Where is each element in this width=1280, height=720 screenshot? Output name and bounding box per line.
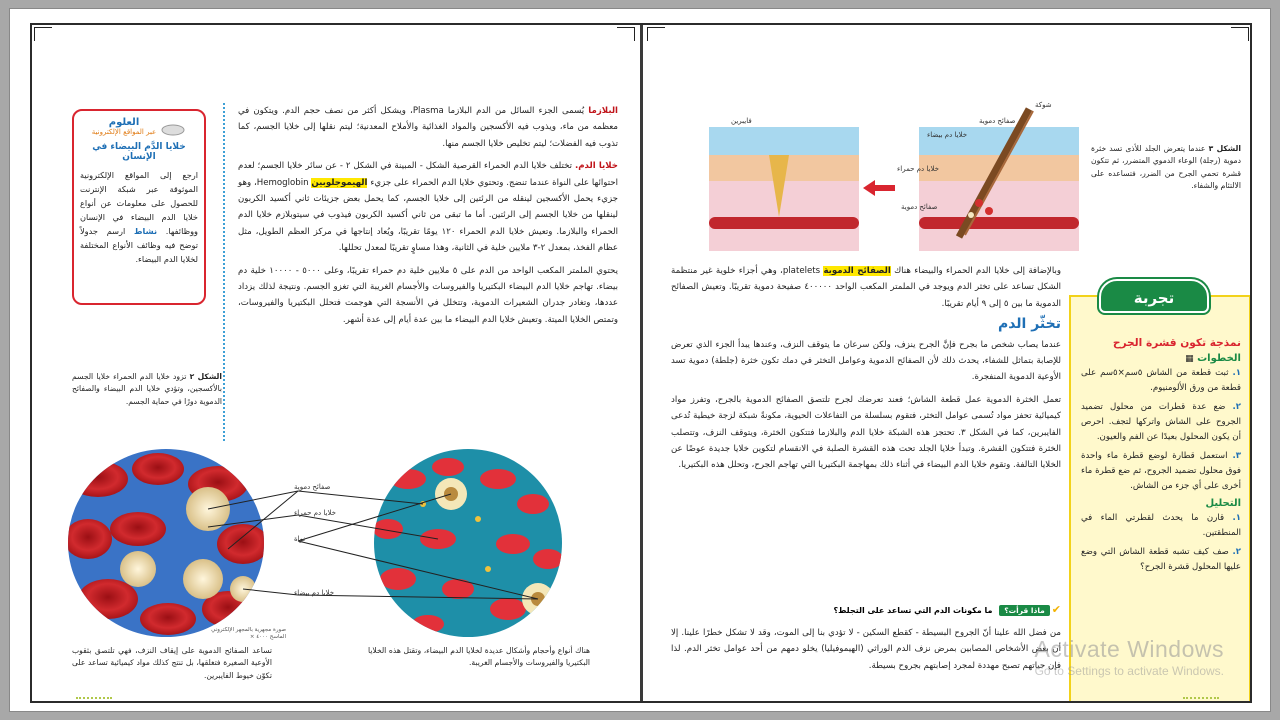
skin-label-thorn: شوكة <box>1035 101 1052 109</box>
analysis-number: ٢. <box>1232 547 1241 557</box>
box-heading: خلايا الدَّم البيضاء في الإنسان <box>92 142 186 162</box>
steps-label <box>1081 353 1241 364</box>
platelets-paragraph <box>671 263 1061 312</box>
plasma-term: البلازما <box>588 106 618 116</box>
platelets-term: الصفائح الدموية <box>823 266 891 276</box>
step-item <box>1081 400 1241 445</box>
analysis-text: قارن ما يحدث لقطرتي الماء في المنطقتين. <box>1081 513 1241 538</box>
sem-photo <box>68 449 269 639</box>
figure-3-label: الشكل ٣ <box>1208 144 1241 153</box>
platelets-text-b: platelets، وهي أجزاء خلوية غير منتظمة الشكل تساعد على تخثر الدم ويوجد في الملمتر المكعب الواحد ٤٠٠٠٠٠ صفيحة دموية تقريبًا. وتعيش الصفائح الدموية ما بين ٥ إلى ٩ أيام تقريبًا. <box>671 266 1062 309</box>
platelets-caption: تساعد الصفائح الدموية على إيقاف النزف، فهي تلتصق بثقوب الأوعية الصغيرة فتغلقها، بل تنتج كذلك مواد كيميائية تساعد على تكوّن خيوط الفايبرين. <box>72 646 272 680</box>
plasma-text: يُسمى الجزء السائل من الدم البلازما Plasma، ويشكل أكثر من نصف حجم الدم. ويتكون في معظمه من ماء، ويذوب فيه الأكسجين والمواد الغذائية والأملاح المعدنية؛ ليتم نقلها إلى خلايا الجسم، كما تذوب فيه الفضلات؛ ليتم تخليص خلايا الجسم منها. <box>238 106 618 149</box>
figure-2-caption <box>72 371 222 408</box>
figure-3-caption <box>1091 143 1241 193</box>
label-white-cells: خلايا دم بيضاء <box>294 589 335 597</box>
box-logo-title: العلوم <box>108 117 140 128</box>
figure-2-text: تزود خلايا الدم الحمراء خلايا الجسم بالأكسجين، وتؤدي خلايا الدم البيضاء والصفائح الدموية دورًا في حماية الجسم. <box>72 372 222 406</box>
left-page <box>32 25 640 701</box>
rbc-term: خلايا الدم. <box>574 161 618 172</box>
crop-mark <box>1231 27 1249 41</box>
step-text: ثبت قطعة من الشاش ٥سم×٥سم على قطعة من ورق الألومنيوم. <box>1081 368 1241 393</box>
mouse-icon <box>160 124 186 136</box>
right-main-column <box>671 263 1061 474</box>
step-number: ١. <box>1232 368 1242 378</box>
box-body <box>80 168 198 266</box>
label-nucleus: نواة <box>294 535 306 543</box>
skin-label-fibrin: فايبرين <box>731 117 752 125</box>
box-activity-label: نشاط <box>134 226 158 236</box>
right-page <box>643 25 1252 701</box>
wbc-paragraph: يحتوي الملمتر المكعب الواحد من الدم على ٥ ملايين خلية دم حمراء تقريبًا، وعلى ٥٠٠٠ - ١٠٠٠٠ خلية دم بيضاء. تهاجم خلايا الدم البيضاء البكتيريا والفيروسات والأجسام الغريبة التي تغزو الجسم. ونتيجة لذلك يزداد عددها، وتغادر جدران الشعيرات الدموية، وتتخلل في الأنسجة التي هوجمت فتحلل البكتيريا والفيروسات، وتمتص الخلايا الميتة. وتعيش خلايا الدم البيضاء ما بين عدة أيام إلى عدة أشهر. <box>238 265 618 325</box>
plasma-paragraph <box>238 103 618 152</box>
step-text: ضع عدة قطرات من محلول تضميد الجروح على الشاش واتركها لتجف. احرص أن يكون المحلول بعيدًا عن الفم والعيون. <box>1081 402 1241 442</box>
crop-mark <box>617 27 635 41</box>
label-red-cells: خلايا دم حمراء <box>294 509 336 517</box>
hemophilia-paragraph: من فضل الله علينا أنّ الجروح البسيطة - كقطع السكين - لا تؤدي بنا إلى الموت، وقد لا تشكل خطرًا علينا. إلا أن بعض الأشخاص المصابين بمرض نزف الدم الوراثي (الهيموفيليا) يخلو دمهم من أحد عوامل تخثر الدم. لذا فإن حياتهم تصبح مهددة لمجرد إصابتهم بجروح بسيطة. <box>671 628 1061 671</box>
analysis-item <box>1081 511 1241 541</box>
activate-windows-watermark: Activate Windows <box>1034 636 1224 662</box>
activate-windows-subtext: Go to Settings to activate Windows. <box>1034 664 1224 678</box>
skin-label-platelets: صفائح دموية <box>979 117 1016 125</box>
skin-label-red-cells: خلايا دم حمراء <box>897 165 939 173</box>
experiment-title: نمذجة تكون قشرة الجرح <box>1112 337 1241 349</box>
platelets-text-a: وبالإضافة إلى خلايا الدم الحمراء والبيضاء هناك <box>894 266 1062 276</box>
reading-check <box>771 603 1061 616</box>
page-footer-mark <box>76 697 112 700</box>
skin-label-white-cells: خلايا دم بيضاء <box>927 131 968 139</box>
step-item <box>1081 366 1241 396</box>
skin-label-platelets-2: صفائح دموية <box>901 203 938 211</box>
step-item <box>1081 449 1241 494</box>
reading-check-badge: ماذا قرأت؟ <box>999 605 1050 616</box>
clot-paragraph-2: تعمل الخثرة الدموية عمل قطعة الشاش؛ فعند تعرضك لجرح تلتصق الصفائح الدموية بالجرح، وتفرز مواد كيميائية تحفز مواد تُسمى عوامل التخثر، فتقوم بسلسلة من التفاعلات الحيوية، مكونةً شبكة لزجة خيطية تُدعى الفايبرين، كما في الشكل ٣. تحتجز هذه الشبكة خلايا الدم والبلازما فتتكون الخثرة، ويتوقف النزف، وتتصلب الخثرة فتتكون القشرة. وتبدأ خلايا الجلد تحت هذه القشرة الصلبة في الانقسام لتكوين خلايا جديدة عوضًا عن الخلايا التالفة. وتقوم خلايا الدم البيضاء في أثناء ذلك بمهاجمة البكتيريا التي تهاجم الجرح، وتحلل هذه البكتيريا. <box>671 394 1061 471</box>
steps-icon: ▦ <box>1185 354 1194 364</box>
illustration <box>368 449 568 639</box>
page-footer-mark <box>1183 697 1219 700</box>
wbc-caption: هناك أنواع وأحجام وأشكال عديدة لخلايا الدم البيضاء، وتقتل هذه الخلايا البكتيريا والفيروسات والأجسام الغريبة. <box>368 646 590 668</box>
rbc-paragraph <box>238 158 618 256</box>
left-main-column <box>238 103 618 328</box>
column-rule <box>223 103 225 441</box>
box-body-text: ارجع إلى المواقع الإلكترونية الموثوقة عبر شبكة الإنترنت للحصول على معلومات عن أنواع خلايا الدم البيضاء في الإنسان ووظائفها. <box>80 170 199 236</box>
document-frame <box>9 8 1271 712</box>
section-title: تخثّر الدم <box>997 316 1061 333</box>
rbc-text-b: Hemoglobin، وهو جزيء يحمل الأكسجين لينقله من الرئتين إلى خلايا الجسم، كما يحمل بعض جزيئات ثاني أكسيد الكربون لينقلها من خلايا الجسم إلى الرئتين. أما ما تبقى من ثاني أكسيد الكربون فيذوب في سيتوبلازم خلايا الدم الحمراء والبلازما. وتعيش خلايا الدم الحمراء ١٢٠ يومًا تقريبًا، ويُعاد إنتاجها في مركز العظم الطويل، مثل عظام الفخذ، بمعدل ٢-٣ ملايين خلية في الثانية، وهذا مساوٍ تقريبًا لمعدل تحللها. <box>238 177 619 254</box>
rbc-text-a: تختلف خلايا الدم الحمراء القرصية الشكل - المبينة في الشكل ٢ - عن سائر خلايا الجسم؛ لعدم احتوائها على النواة عندما تنضج. وتحتوي خلايا الدم الحمراء على جزيء <box>238 161 618 188</box>
experiment-badge: تجربة <box>1099 279 1209 313</box>
science-online-box <box>72 109 206 305</box>
box-logo-sub: عبر المواقع الإلكترونية <box>91 128 157 136</box>
box-activity-text: ارسم جدولاً توضح فيه وظائف الأنواع المختلفة لخلايا الدم البيضاء. <box>80 226 198 264</box>
hemoglobin-term: الهيموجلوبين <box>311 177 368 188</box>
step-text: استعمل قطارة لوضع قطرة ماء واحدة فوق محلول تضميد الجروح، ثم ضع قطرة ماء أخرى على أي جزء من الشاش. <box>1081 451 1241 491</box>
figure-3-text: عندما يتعرض الجلد للأذى تسد خثرة دموية (رجلة) الوعاء الدموي المتضرر، ثم تتكون قشرة تحمي الجرح من الضرر، فتساعده على الالتئام والشفاء. <box>1091 144 1241 191</box>
book-spread <box>30 23 1252 703</box>
reading-check-question: ما مكونات الدم التي تساعد على التجلط؟ <box>833 606 993 615</box>
step-number: ٣. <box>1232 451 1241 461</box>
analysis-number: ١. <box>1232 513 1241 523</box>
steps-label-text: الخطوات <box>1197 353 1241 364</box>
label-platelets: صفائح دموية <box>294 483 331 491</box>
crop-mark <box>34 27 52 41</box>
clot-paragraph-1: عندما يصاب شخص ما بجرح فإنَّ الجرح ينزف، ولكن سرعان ما يتوقف النزف، وعندها يبدأ الجزء الذي تعرض للإصابة بتماثل للشفاء، يحدث ذلك لأن الصفائح الدموية وعوامل التخثر في دمك تكون خثرة (جلطة) دموية تسد الأوعية الدموية المنفجرة. <box>671 339 1061 383</box>
analysis-label: التحليل <box>1205 498 1241 509</box>
step-number: ٢. <box>1232 402 1241 412</box>
analysis-item <box>1081 545 1241 575</box>
figure-2-label: الشكل ٢ <box>189 372 222 381</box>
micro-label: صورة مجهرية بالمجهر الإلكتروني الماسح ٤٠٠٠ × <box>211 627 286 640</box>
analysis-text: صف كيف تشبه قطعة الشاش التي وضع عليها المحلول قشرة الجرح؟ <box>1081 547 1241 572</box>
crop-mark <box>647 27 665 41</box>
skin-wound-figure <box>709 107 1081 257</box>
check-icon: ✔ <box>1051 603 1061 616</box>
blood-cells-figure <box>68 449 600 639</box>
